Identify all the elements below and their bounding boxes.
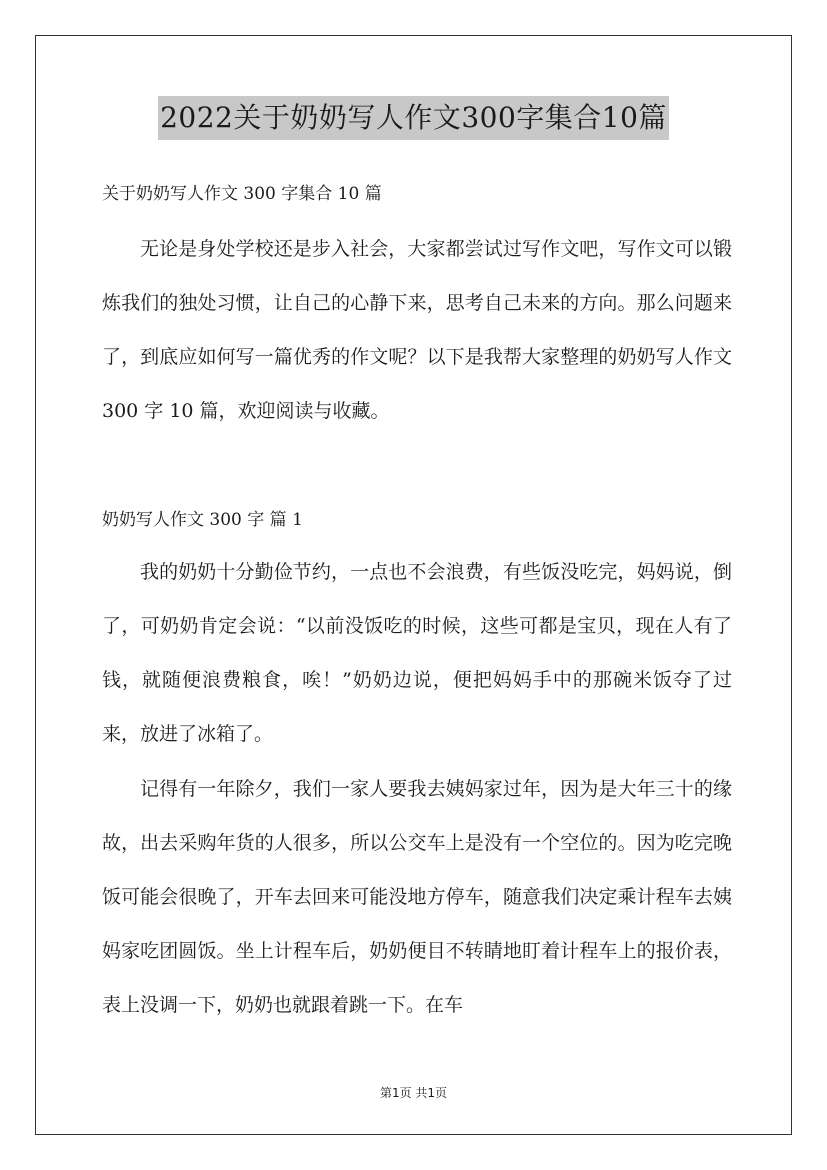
document-title: 2022关于奶奶写人作文300字集合10篇 (158, 96, 669, 140)
document-subtitle: 关于奶奶写人作文 300 字集合 10 篇 (102, 184, 382, 204)
body-paragraph: 记得有一年除夕，我们一家人要我去姨妈家过年，因为是大年三十的缘故，出去采购年货的人很多，所以公交车上是没有一个空位的。因为吃完晚饭可能会很晚了，开车去回来可能没地方停车，随意我们决定乘计程车去姨妈家吃团圆饭。坐上计程车后，奶奶便目不转睛地盯着计程车上的报价表，表上没调一下，奶奶也就跟着跳一下。在车 (102, 778, 732, 1016)
page-footer: 第1页 共1页 (379, 1086, 448, 1100)
body-paragraph: 我的奶奶十分勤俭节约，一点也不会浪费，有些饭没吃完，妈妈说，倒了，可奶奶肯定会说：“以前没饭吃的时候，这些可都是宝贝，现在人有了钱，就随便浪费粮食，唉！”奶奶边说，便把妈妈手中的那碗米饭夺了过来，放进了冰箱了。 (102, 561, 732, 745)
title-container (0, 96, 827, 140)
section-heading: 奶奶写人作文 300 字 篇 1 (102, 510, 303, 530)
intro-paragraph: 无论是身处学校还是步入社会，大家都尝试过写作文吧，写作文可以锻炼我们的独处习惯，让自己的心静下来，思考自己未来的方向。那么问题来了，到底应如何写一篇优秀的作文呢？以下是我帮大家整理的奶奶写人作文 300 字 10 篇，欢迎阅读与收藏。 (102, 238, 732, 422)
